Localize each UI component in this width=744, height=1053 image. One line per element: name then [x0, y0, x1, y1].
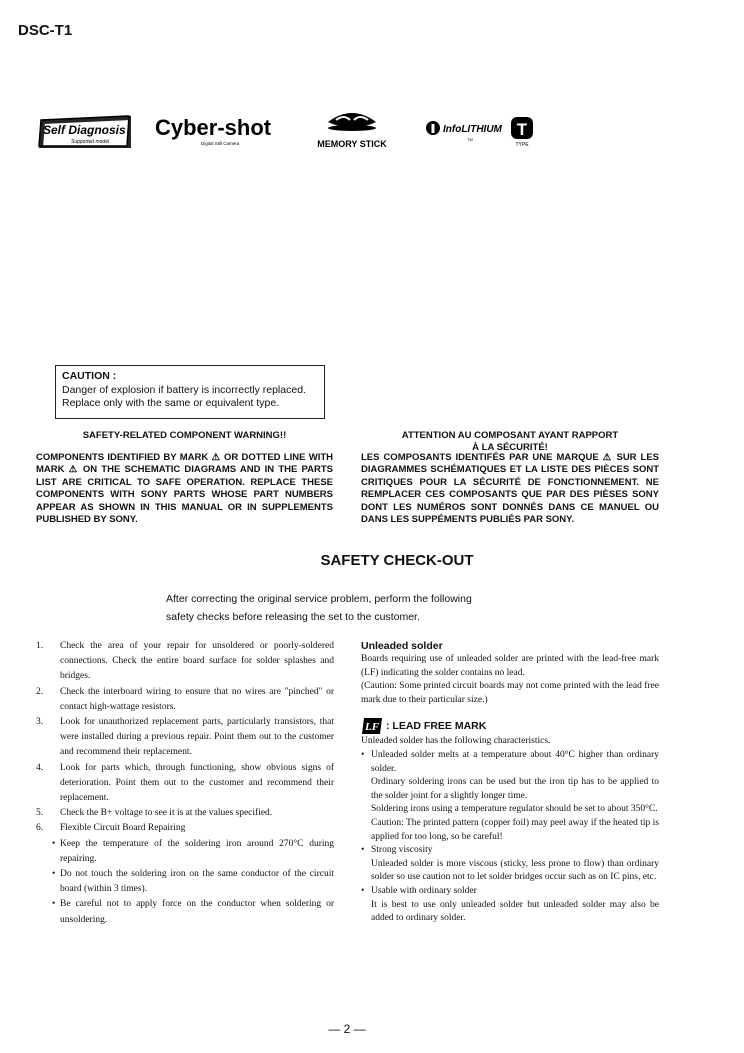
bullet-text: Be careful not to apply force on the conductor when soldering or unsoldering.: [60, 899, 334, 925]
model-header: DSC-T1: [18, 22, 73, 39]
infolithium-type-label: TYPE: [515, 142, 529, 148]
warning-fr-title-line-1: ATTENTION AU COMPOSANT AYANT RAPPORT: [401, 430, 619, 441]
list-item: [36, 821, 334, 836]
item-number: 6.: [36, 823, 44, 834]
self-diagnosis-text: Self Diagnosis: [43, 123, 126, 137]
item-text: Check the area of your repair for unsoldered or poorly-soldered connections. Check the entire board surface for solder splashes and bridges.: [60, 641, 334, 682]
characteristics-intro: Unleaded solder has the following characteristics.: [361, 736, 551, 747]
list-item: [36, 715, 334, 761]
cybershot-text: Cyber-shot: [155, 115, 272, 140]
safety-intro: [166, 591, 506, 626]
safety-checkout-title: SAFETY CHECK-OUT: [320, 552, 474, 569]
bullet-text: Unleaded solder melts at a temperature about 40°C higher than ordinary solder.: [371, 749, 659, 774]
lead-free-label: : LEAD FREE MARK: [386, 719, 487, 732]
safety-checklist: [36, 639, 334, 928]
bullet-dot: •: [52, 838, 56, 849]
safety-intro-line-2: safety checks before releasing the set to the customer.: [166, 610, 420, 623]
bullet-dot: •: [361, 885, 365, 896]
list-item: [36, 639, 334, 685]
item-text: Look for parts which, through functioning, show obvious signs of deterioration. Point them out to the customer and recommend their replacement.: [60, 762, 334, 804]
unleaded-para-2: (Caution: Some printed circuit boards may not come printed with the lead free mark due to their particular size.): [361, 681, 659, 705]
flex-bullet: [52, 867, 334, 897]
item-text: Check the interboard wiring to ensure that no wires are "pinched" or contact high-wattage resistors.: [60, 686, 334, 712]
memory-stick-text: MEMORY STICK: [317, 139, 387, 149]
bullet-dot: •: [361, 749, 365, 760]
bullet-text: Strong viscosity: [371, 845, 433, 856]
infolithium-text: InfoLITHIUM: [443, 124, 502, 135]
flex-bullet: [52, 897, 334, 927]
unleaded-heading: Unleaded solder: [361, 640, 443, 652]
bullet-detail: Soldering irons using a temperature regulator should be set to about 350°C.: [371, 804, 658, 815]
warning-fr-title: [361, 430, 659, 453]
safety-intro-line-1: After correcting the original service problem, perform the following: [166, 593, 472, 605]
warning-en-title: SAFETY-RELATED COMPONENT WARNING!!: [82, 430, 287, 441]
bullet-detail: It is best to use only unleaded solder but unleaded solder may also be added to ordinary solder.: [371, 899, 659, 924]
bullet-text: Usable with ordinary solder: [371, 885, 477, 896]
caution-line-1: Danger of explosion if battery is incorrectly replaced.: [62, 383, 306, 396]
unleaded-para-1: Boards requiring use of unleaded solder are printed with the lead-free mark (LF) indicating the solder contains no lead.: [361, 654, 659, 678]
characteristic-bullet: [361, 749, 659, 776]
bullet-text: Keep the temperature of the soldering iron around 270°C during repairing.: [60, 838, 334, 864]
warning-fr-body: LES COMPOSANTS IDENTIFÉS PAR UNE MARQUE ⚠ SUR LES DIAGRAMMES SCHÉMATIQUES ET LA LISTE DES PIÈCES SONT CRITIQUES POUR LA SÉCURITÉ DE FONCTIONNEMENT. NE REMPLACER CES COMPOSANTS QUE PAR DES PIÈSES SONY DONT LES NUMÉROS SONT DONNÉS DANS CE MANUEL OU DANS LES SUPPÉMENTS PUBLIÉS PAR SONY.: [361, 452, 659, 526]
self-diagnosis-logo: [37, 114, 131, 148]
bullet-dot: •: [361, 845, 365, 856]
lead-free-icon: [361, 717, 383, 735]
item-number: 1.: [36, 641, 44, 651]
characteristic-bullet: [361, 844, 659, 858]
lead-free-mark-row: [361, 717, 659, 735]
bullet-dot: •: [52, 899, 56, 910]
list-item: [36, 806, 334, 821]
bullet-text: Do not touch the soldering iron on the same conductor of the circuit board (within 3 times).: [60, 869, 334, 895]
item-number: 2.: [36, 686, 44, 697]
list-item: [36, 685, 334, 715]
warning-fr-title-line-2: À LA SÉCURITÉ!: [472, 441, 548, 453]
item-number: 4.: [36, 762, 44, 773]
item-text: Check the B+ voltage to see it is at the values specified.: [60, 808, 273, 819]
bullet-detail: Caution: The printed pattern (copper foil) may peel away if the heated tip is applied for too long, so be careful!: [371, 817, 659, 842]
self-diagnosis-sub: Supported model: [71, 139, 110, 145]
bullet-detail: Ordinary soldering irons can be used but the iron tip has to be applied to the solder joint for a slightly longer time.: [371, 777, 659, 801]
bullet-detail: Unleaded solder is more viscous (sticky, less prone to flow) than ordinary solder so use caution not to let solder bridges occur such as on IC pins, etc.: [371, 858, 659, 883]
infolithium-type-letter: T: [516, 120, 528, 139]
lead-free-icon-text: LF: [364, 721, 380, 734]
flex-bullet: [52, 837, 334, 867]
cybershot-sub: Digital Still Camera: [201, 141, 240, 146]
item-number: 5.: [36, 808, 44, 819]
bullet-dot: •: [52, 869, 56, 880]
item-text: Look for unauthorized replacement parts, particularly transistors, that were installed during a previous repair. Point them out to the customer and recommend their replacement.: [60, 717, 334, 758]
caution-heading: CAUTION :: [62, 370, 117, 382]
characteristic-bullet: [361, 885, 659, 899]
cybershot-logo: [155, 113, 295, 149]
item-text: Flexible Circuit Board Repairing: [60, 823, 186, 834]
infolithium-tm: TM: [467, 137, 473, 142]
warning-en-body: COMPONENTS IDENTIFIED BY MARK ⚠ OR DOTTED LINE WITH MARK ⚠ ON THE SCHEMATIC DIAGRAMS AND IN THE PARTS LIST ARE CRITICAL TO SAFE OPERATION. REPLACE THESE COMPONENTS WITH SONY PARTS WHOSE PART NUMBERS APPEAR AS SHOWN IN THIS MANUAL OR IN SUPPLEMENTS PUBLISHED BY SONY.: [36, 452, 333, 526]
item-number: 3.: [36, 717, 44, 728]
caution-line-2: Replace only with the same or equivalent type.: [62, 397, 280, 409]
list-item: [36, 761, 334, 807]
infolithium-logo: [425, 115, 535, 149]
caution-box: [55, 365, 325, 419]
memory-stick-logo: [314, 108, 390, 152]
page-number: — 2 —: [328, 1022, 366, 1036]
unleaded-solder-section: [361, 639, 659, 926]
